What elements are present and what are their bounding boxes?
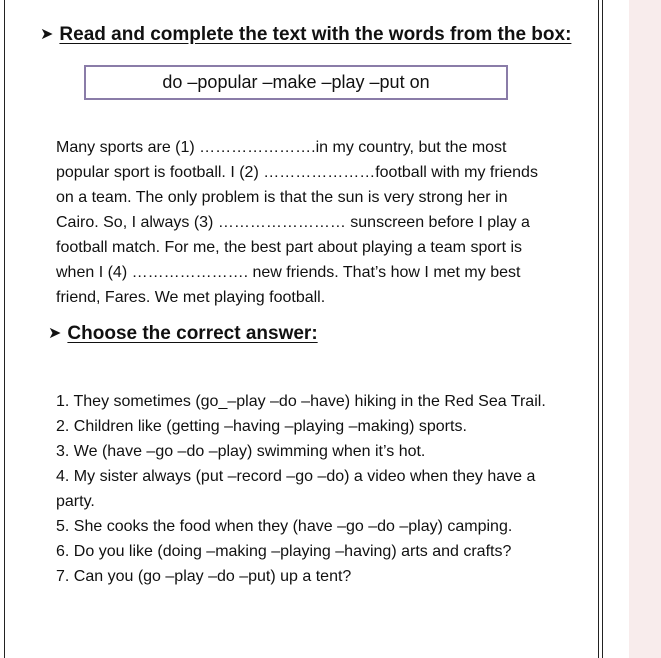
arrow-bullet-icon: ➤	[40, 26, 54, 43]
paragraph-line: when I (4) …………………. new friends. That’s how I met my best	[56, 264, 521, 281]
paragraph-line: football match. For me, the best part about playing a team sport is	[56, 239, 523, 256]
page-border-left	[4, 0, 5, 658]
question-line: 6. Do you like (doing –making –playing –having) arts and crafts?	[56, 543, 512, 560]
paragraph-line: Many sports are (1) ………………….in my country, but the most	[56, 139, 507, 156]
question-line: 3. We (have –go –do –play) swimming when it’s hot.	[56, 443, 426, 460]
word-box	[84, 65, 508, 100]
fill-in-paragraph	[56, 135, 586, 310]
paragraph-line: on a team. The only problem is that the sun is very strong her in	[56, 189, 508, 206]
page-border-right-double	[602, 0, 603, 658]
arrow-bullet-icon: ➤	[48, 325, 62, 342]
question-list	[56, 389, 596, 589]
question-line: 5. She cooks the food when they (have –go –do –play) camping.	[56, 518, 513, 535]
word-box-text: do –popular –make –play –put on	[162, 72, 430, 92]
paragraph-line: popular sport is football. I (2) …………………football with my friends	[56, 164, 538, 181]
paragraph-line: Cairo. So, I always (3) …………………… sunscreen before I play a	[56, 214, 530, 231]
side-panel	[629, 0, 661, 658]
question-line: 7. Can you (go –play –do –put) up a tent?	[56, 568, 352, 585]
section-2-heading	[48, 323, 318, 345]
section-2-title: Choose the correct answer:	[67, 323, 318, 344]
paragraph-line: friend, Fares. We met playing football.	[56, 289, 326, 306]
question-line: 2. Children like (getting –having –playing –making) sports.	[56, 418, 467, 435]
page-border-right	[598, 0, 599, 658]
section-1-heading	[40, 24, 571, 46]
section-1-title: Read and complete the text with the words from the box:	[59, 24, 572, 45]
question-line: 1. They sometimes (go_–play –do –have) hiking in the Red Sea Trail.	[56, 393, 546, 410]
question-line: party.	[56, 493, 95, 510]
question-line: 4. My sister always (put –record –go –do) a video when they have a	[56, 468, 536, 485]
